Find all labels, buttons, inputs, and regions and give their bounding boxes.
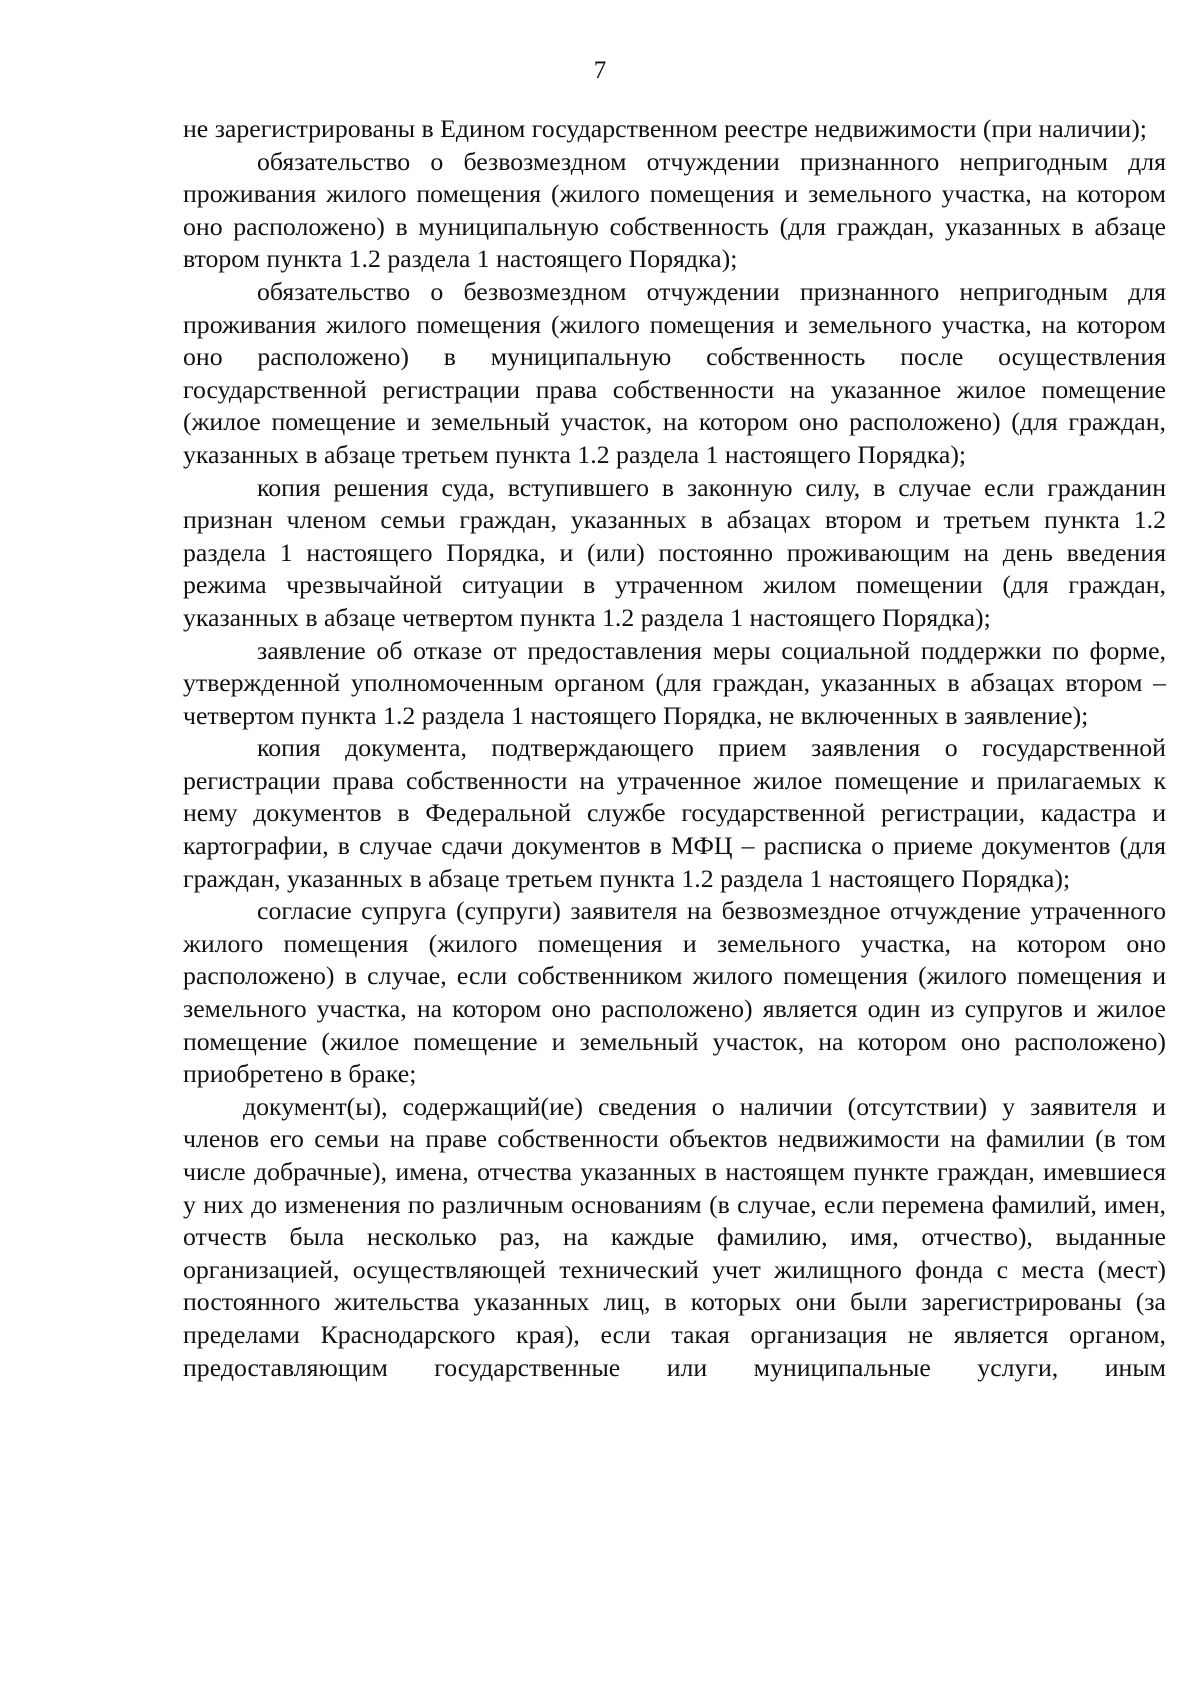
paragraph-refusal-statement: заявление об отказе от предоставления меры социальной поддержки по форме, утвержденной уполномоченным органом (для граждан, указанных в абзацах втором – четвертом пункта 1.2 раздела 1 настоящего Порядка, не включенных в заявление); bbox=[183, 635, 1166, 730]
paragraph-registration-receipt: копия документа, подтверждающего прием заявления о государственной регистрации права собственности на утраченное жилое помещение и прилагаемых к нему документов в Федеральной службе государственной регистрации, кадастра и картографии, в случае сдачи документов в МФЦ – расписка о приеме документов (для граждан, указанных в абзаце третьем пункта 1.2 раздела 1 настоящего Порядка); bbox=[183, 733, 1166, 893]
page-number: 7 bbox=[593, 57, 607, 84]
paragraph-continuation: не зарегистрированы в Едином государственном реестре недвижимости (при наличии); bbox=[183, 114, 1147, 143]
paragraph-property-documents: документ(ы), содержащий(ие) сведения о наличии (отсутствии) у заявителя и членов его семьи на праве собственности объектов недвижимости на фамилии (в том числе добрачные), имена, отчества указанных в настоящем пункте граждан, имевшиеся у них до изменения по различным основаниям (в случае, если перемена фамилий, имен, отчеств была несколько раз, на каждые фамилию, имя, отчество), выданные организацией, осуществляющей технический учет жилищного фонда с места (мест) постоянного жительства указанных лиц, в которых они были зарегистрированы (за пределами Краснодарского края), если такая организация не является органом, предоставляющим государственные или муниципальные услуги, иным bbox=[183, 1091, 1166, 1382]
paragraph-spouse-consent: согласие супруга (супруги) заявителя на безвозмездное отчуждение утраченного жилого помещения (жилого помещения и земельного участка, на котором оно расположено) в случае, если собственником жилого помещения (жилого помещения и земельного участка, на котором оно расположено) является один из супругов и жилое помещение (жилое помещение и земельный участок, на котором оно расположено) приобретено в браке; bbox=[183, 896, 1166, 1089]
document-body bbox=[183, 113, 1166, 1384]
paragraph-obligation-2: обязательство о безвозмездном отчуждении признанного непригодным для проживания жилого помещения (жилого помещения и земельного участка, на котором оно расположено) в муниципальную собственность после осуществления государственной регистрации права собственности на указанное жилое помещение (жилое помещение и земельный участок, на котором оно расположено) (для граждан, указанных в абзаце третьем пункта 1.2 раздела 1 настоящего Порядка); bbox=[183, 276, 1166, 469]
paragraph-court-decision: копия решения суда, вступившего в законную силу, в случае если гражданин признан членом семьи граждан, указанных в абзацах втором и третьем пункта 1.2 раздела 1 настоящего Порядка, и (или) постоянно проживающим на день введения режима чрезвычайной ситуации в утраченном жилом помещении (для граждан, указанных в абзаце четвертом пункта 1.2 раздела 1 настоящего Порядка); bbox=[183, 472, 1166, 632]
paragraph-obligation-1: обязательство о безвозмездном отчуждении признанного непригодным для проживания жилого помещения (жилого помещения и земельного участка, на котором оно расположено) в муниципальную собственность (для граждан, указанных в абзаце втором пункта 1.2 раздела 1 настоящего Порядка); bbox=[183, 146, 1166, 274]
